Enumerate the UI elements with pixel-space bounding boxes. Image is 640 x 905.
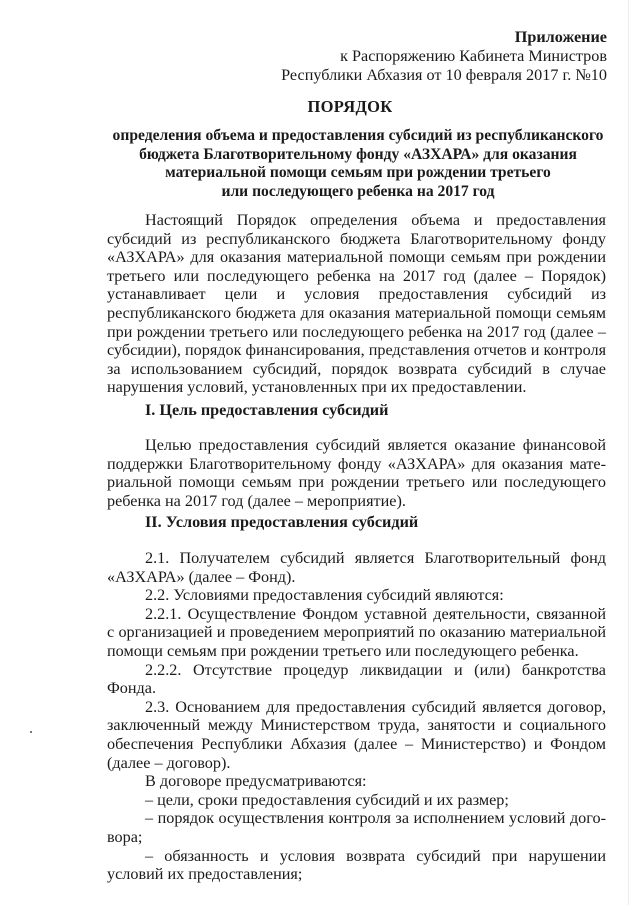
subtitle-line: или последующего ребенка на 2017 год: [221, 182, 495, 200]
clause-2-2-2: 2.2.2. Отсутствие процедур ликвидации и (или) банкротства Фонда.: [107, 660, 606, 698]
contract-item: – порядок осуществления контроля за исполнением условий договора;: [107, 809, 606, 846]
intro-paragraph: Настоящий Порядок определения объема и предоставления субсидий из республиканского бюджета Благотворительному фонду «АЗХАРА» для оказания материальной помощи семьям при рождении третьего или последующего ребенка на 2017 год (далее – Порядок) устанавливает цели и условия предоставления субсидий из республиканского бюджета для оказания материальной помощи семьям при рождении третьего или последующего ребенка на 2017 год (далее – субсидии), порядок финансирования, представления отчетов и контроля за использованием субсидий, порядок возврата субсидий в случае нарушения условий, установленных при их предоставлении.: [107, 211, 607, 397]
clause-2-1: 2.1. Получателем субсидий является Благотворительный фонд «АЗХАРА» (далее – Фонд).: [107, 549, 606, 586]
contract-intro: В договоре предусматриваются:: [145, 772, 367, 791]
contract-item: – обязанность и условия возврата субсидий при нарушении условий их предоставления;: [107, 846, 606, 884]
subtitle-line: бюджета Благотворительному фонду «АЗХАРА» для оказания: [139, 145, 577, 163]
document-subtitle: [108, 127, 608, 201]
clause-2-2-1: 2.2.1. Осуществление Фондом уставной деятельности, связанной с организацией и проведением мероприятий по оказанию материальной помощи семьям при рождении третьего или последующего ребенка.: [107, 604, 606, 660]
document-title: ПОРЯДОК: [307, 97, 393, 116]
subtitle-line: материальной помощи семьям при рождении третьего: [165, 164, 551, 182]
appendix-header: [281, 28, 607, 85]
page-edge: [628, 0, 629, 905]
subtitle-line: определения объема и предоставления субсидий из республиканского: [112, 127, 604, 144]
section-1-heading: I. Цель предоставления субсидий: [145, 401, 389, 419]
appendix-label: Приложение: [514, 28, 607, 46]
contract-item: – цели, сроки предоставления субсидий и их размер;: [145, 790, 509, 809]
section-2-heading: II. Условия предоставления субсидий: [145, 513, 419, 531]
clause-2-2: 2.2. Условиями предоставления субсидий являются:: [145, 586, 504, 605]
appendix-ref-date: Республики Абхазия от 10 февраля 2017 г. №10: [281, 66, 607, 84]
scan-speck: [30, 731, 32, 733]
appendix-ref-line: к Распоряжению Кабинета Министров: [340, 47, 607, 65]
intro-block: [107, 211, 606, 397]
section-1-body: [107, 436, 606, 510]
clause-2-3: 2.3. Основанием для предоставления субсидий является договор, заключенный между Министерством труда, занятости и социального обеспечения Республики Абхазия (далее – Министерство) и Фондом (далее – договор).: [107, 697, 606, 772]
section-2-body: [107, 549, 606, 884]
section-1-paragraph: Целью предоставления субсидий является оказание финансовой поддержки Благотворительному фонду «АЗХАРА» для оказания материальной помощи семьям при рождении третьего или последующего ребенка на 2017 год (далее – мероприятие).: [107, 436, 606, 510]
